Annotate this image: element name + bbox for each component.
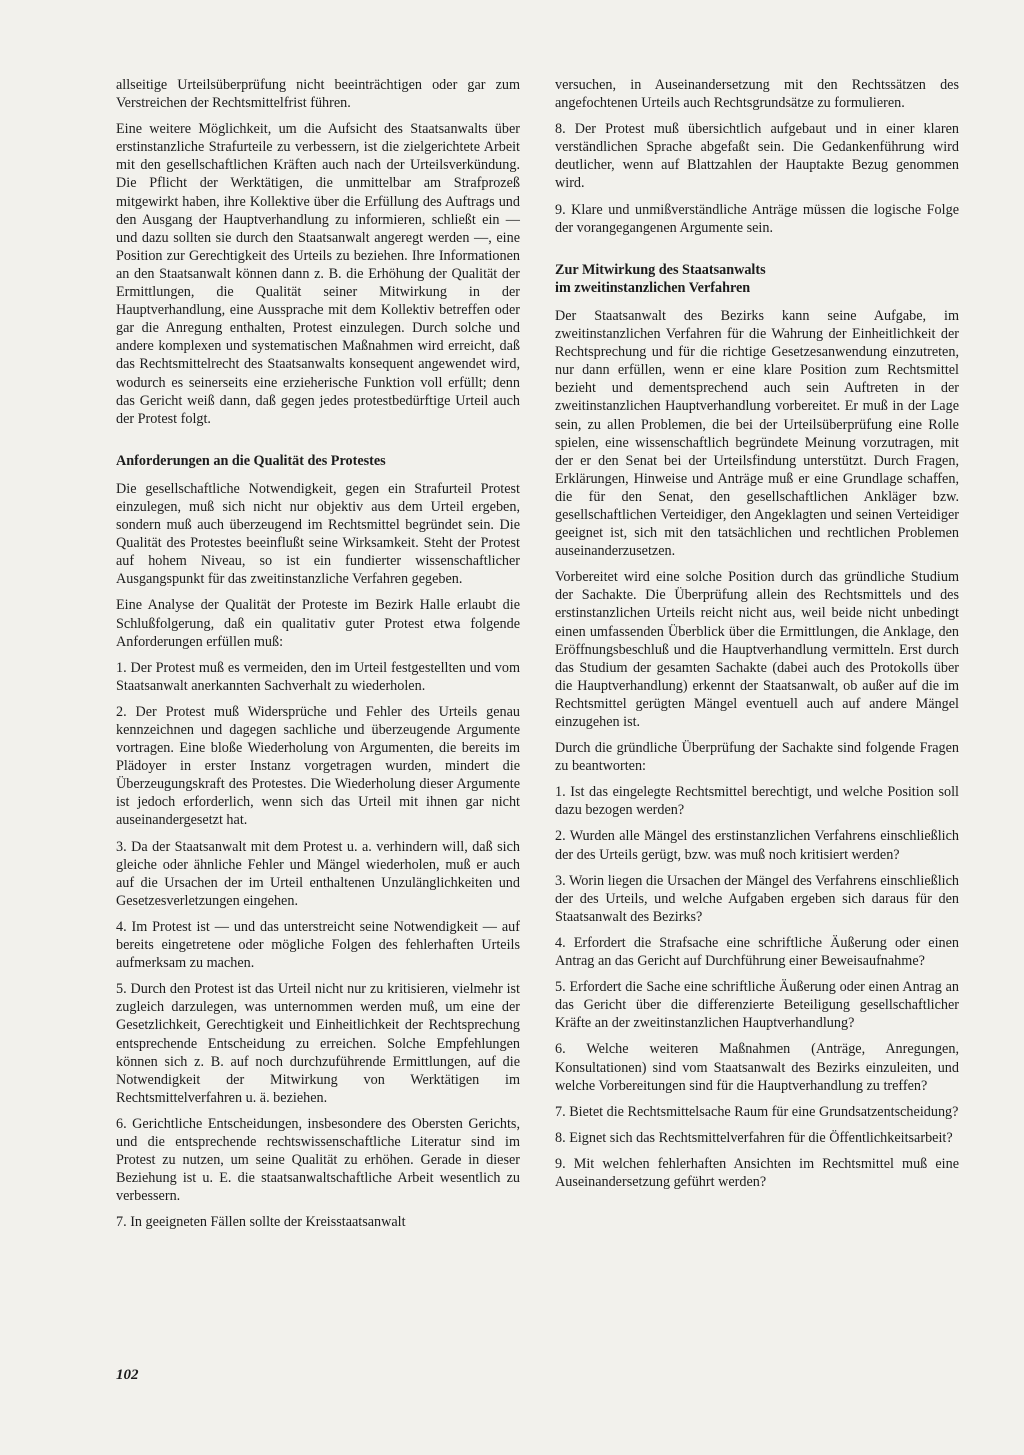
paragraph: Der Staatsanwalt des Bezirks kann seine Aufgabe, im zweitinstanzlichen Verfahren für die Wahrung der Einheitlichkeit der Rechtsprechung und für die richtige Gesetzesanwendung einzutreten, nur dann erfüllen, wenn er eine klare Position zum Rechtsmittel bezieht und dementsprechend auch sein Auftreten in der zweitinstanzlichen Hauptverhandlung vorbereitet. Er muß in der Lage sein, zu allen Problemen, die bei der Urteilsüberprüfung eine Rolle spielen, eine wissenschaftlich begründete Meinung vorzutragen, mit der er den Senat bei der Urteilsfindung unterstützt. Durch Fragen, Erklärungen, Hinweise und Anträge muß er eine Grundlage schaffen, die für den Senat, den gesellschaftlichen Ankläger bzw. gesellschaftlichen Verteidiger, den Angeklagten und seinen Verteidiger geeignet ist, sich mit den tatsächlichen und rechtlichen Problemen auseinanderzusetzen. xyxy=(555,307,959,560)
list-item: 5. Durch den Protest ist das Urteil nicht nur zu kritisieren, vielmehr ist zugleich darzulegen, was unternommen werden muß, um eine der Gesetzlichkeit, Gerechtigkeit und Einheitlichkeit der Rechtsprechung entsprechende Entscheidung zu erreichen. Solche Empfehlungen können sich z. B. auf noch durchzuführende Ermittlungen, auf die Notwendigkeit der Mitwirkung von Werktätigen im Rechtsmittelverfahren u. ä. beziehen. xyxy=(116,981,520,1106)
list-item: 2. Wurden alle Mängel des erstinstanzlichen Verfahrens einschließlich der des Urteils gerügt, bzw. was muß noch kritisiert werden? xyxy=(555,828,959,863)
list-item: 6. Welche weiteren Maßnahmen (Anträge, Anregungen, Konsultationen) sind vom Staatsanwalt des Bezirks einzuleiten, und welche Vorbereitungen sind für die Hauptverhandlung zu treffen? xyxy=(555,1041,959,1094)
right-column xyxy=(555,76,959,1199)
list-item: 8. Der Protest muß übersichtlich aufgebaut und in einer klaren verständlichen Sprache abgefaßt sein. Die Gedankenführung wird deutlicher, wenn auf Blattzahlen der Hauptakte Bezug genommen wird. xyxy=(555,121,959,192)
page-number: 102 xyxy=(116,1367,139,1383)
section-heading: Anforderungen an die Qualität des Protestes xyxy=(116,452,386,469)
paragraph: allseitige Urteilsüberprüfung nicht beeinträchtigen oder gar zum Verstreichen der Rechtsmittelfrist führen. xyxy=(116,77,520,112)
list-item: 3. Worin liegen die Ursachen der Mängel des Verfahrens einschließlich der des Urteils, und welche Aufgaben ergeben sich daraus für den Staatsanwalt des Bezirks? xyxy=(555,872,959,925)
paragraph: Eine weitere Möglichkeit, um die Aufsicht des Staatsanwalts über erstinstanzliche Strafurteile zu verbessern, ist die zielgerichtete Arbeit mit den gesellschaftlichen Kräften auch nach der Urteilsverkündung. Die Pflicht der Werktätigen, die unmittelbar am Strafprozeß mitgewirkt haben, ihre Kollektive über die Erfüllung des Auftrags und den Ausgang der Hauptverhandlung zu informieren, schließt ein — und dazu sollten sie durch den Staatsanwalt angeregt werden —, eine Position zur Gerechtigkeit des Urteils zu beziehen. Ihre Informationen an den Staatsanwalt können dann z. B. die Erhöhung der Qualität der Ermittlungen, die Qualität seiner Mitwirkung in der Hauptverhandlung, eine Aussprache mit dem Kollektiv betreffen oder gar die Anregung enthalten, Protest einzulegen. Durch solche und andere komplexen und systematischen Maßnahmen wird erreicht, daß das Rechtsmittelrecht des Staatsanwalts konsequent angewendet wird, wodurch es seinerseits eine erzieherische Funktion voll erfüllt; denn das Gericht weiß dann, daß gegen jedes protestbedürftige Urteil auch der Protest folgt. xyxy=(116,121,520,427)
section-heading-line: im zweitinstanzlichen Verfahren xyxy=(555,279,751,296)
list-item: 9. Klare und unmißverständliche Anträge müssen die logische Folge der vorangegangenen Argumente sein. xyxy=(555,201,959,236)
list-item: 7. Bietet die Rechtsmittelsache Raum für eine Grundsatzentscheidung? xyxy=(555,1103,959,1120)
list-item: 5. Erfordert die Sache eine schriftliche Äußerung oder einen Antrag an das Gericht über die differenzierte Beteiligung gesellschaftlicher Kräfte an der zweitinstanzlichen Hauptverhandlung? xyxy=(555,979,959,1032)
list-item: 7. In geeigneten Fällen sollte der Kreisstaatsanwalt xyxy=(116,1214,406,1231)
left-column xyxy=(116,76,520,1239)
paragraph: versuchen, in Auseinandersetzung mit den Rechtssätzen des angefochtenen Urteils auch Rechtsgrundsätze zu formulieren. xyxy=(555,77,959,112)
list-item: 6. Gerichtliche Entscheidungen, insbesondere des Obersten Gerichts, und die entsprechende rechtswissenschaftliche Literatur sind im Protest zu nutzen, um seine Qualität zu erhöhen. Gerade in dieser Beziehung ist u. E. die staatsanwaltschaftliche Arbeit wesentlich zu verbessern. xyxy=(116,1115,520,1205)
paragraph: Eine Analyse der Qualität der Proteste im Bezirk Halle erlaubt die Schlußfolgerung, daß ein qualitativ guter Protest etwa folgende Anforderungen erfüllen muß: xyxy=(116,597,520,650)
list-item: 1. Ist das eingelegte Rechtsmittel berechtigt, und welche Position soll dazu bezogen werden? xyxy=(555,784,959,819)
list-item: 4. Im Protest ist — und das unterstreicht seine Notwendigkeit — auf bereits eingetretene oder mögliche Folgen des fehlerhaften Urteils aufmerksam zu machen. xyxy=(116,918,520,972)
list-item: 3. Da der Staatsanwalt mit dem Protest u. a. verhindern will, daß sich gleiche oder ähnliche Fehler und Mängel wiederholen, muß er auch auf die Ursachen der im Urteil enthaltenen Unzulänglichkeiten und Gesetzesverletzungen eingehen. xyxy=(116,838,520,909)
section-heading-line: Zur Mitwirkung des Staatsanwalts xyxy=(555,261,766,278)
list-item: 4. Erfordert die Strafsache eine schriftliche Äußerung oder einen Antrag an das Gericht auf Durchführung einer Beweisaufnahme? xyxy=(555,934,959,970)
list-item: 9. Mit welchen fehlerhaften Ansichten im Rechtsmittel muß eine Auseinandersetzung geführt werden? xyxy=(555,1155,959,1190)
paragraph: Durch die gründliche Überprüfung der Sachakte sind folgende Fragen zu beantworten: xyxy=(555,740,959,775)
paragraph: Vorbereitet wird eine solche Position durch das gründliche Studium der Sachakte. Die Überprüfung allein des Rechtsmittels und des erstinstanzlichen Urteils reicht nicht aus, weil beide nicht unbedingt einen umfassenden Überblick über die Ermittlungen, die Anklage, den Eröffnungsbeschluß und die Hauptverhandlung vermitteln. Erst durch das Studium der gesamten Sachakte (dabei auch des Protokolls über die Hauptverhandlung) erkennt der Staatsanwalt, ob außer auf die im Rechtsmittel gerügten Mängel eventuell auch auf andere Mängel einzugehen ist. xyxy=(555,569,959,730)
paragraph: Die gesellschaftliche Notwendigkeit, gegen ein Strafurteil Protest einzulegen, muß sich nicht nur objektiv aus dem Urteil ergeben, sondern muß auch überzeugend im Rechtsmittel begründet sein. Die Qualität des Protestes beeinflußt seine Wirksamkeit. Steht der Protest auf hohem Niveau, so ist ein fundierter wissenschaftlicher Ausgangspunkt für das zweitinstanzliche Verfahren gegeben. xyxy=(116,480,520,588)
list-item: 8. Eignet sich das Rechtsmittelverfahren für die Öffentlichkeitsarbeit? xyxy=(555,1129,953,1146)
list-item: 1. Der Protest muß es vermeiden, den im Urteil festgestellten und vom Staatsanwalt anerkannten Sachverhalt zu wiederholen. xyxy=(116,659,520,694)
list-item: 2. Der Protest muß Widersprüche und Fehler des Urteils genau kennzeichnen und dagegen sachliche und überzeugende Argumente vortragen. Eine bloße Wiederholung von Argumenten, die bereits im Plädoyer in erster Instanz vorgetragen wurden, mindert die Überzeugungskraft des Protestes. Die Wiederholung dieser Argumente ist jedoch erforderlich, wenn sich das Urteil mit ihnen gar nicht auseinandergesetzt hat. xyxy=(116,703,520,829)
section-heading xyxy=(555,261,959,297)
